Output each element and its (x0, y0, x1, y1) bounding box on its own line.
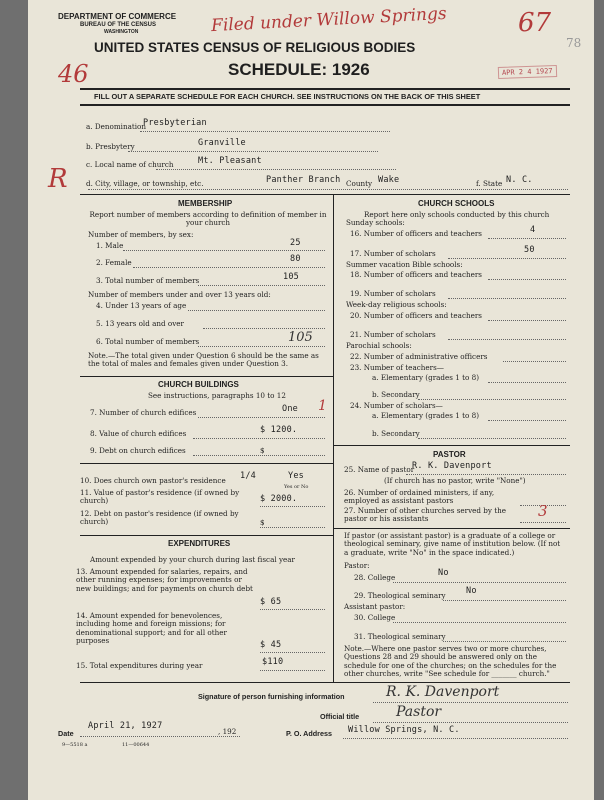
q5-label: 5. 13 years old and over (96, 319, 184, 328)
q12-label: 12. Debt on pastor's residence (if owned by church) (80, 509, 239, 527)
department-label: DEPARTMENT OF COMMERCE (58, 12, 177, 21)
expenditures-heading: EXPENDITURES (168, 539, 231, 548)
sunday-label: Sunday schools: (346, 218, 405, 227)
membership-intro: Report number of members according to definition of member in your church (89, 210, 327, 228)
q25-hint: (If church has no pastor, write "None") (384, 476, 526, 485)
q1-label: 1. Male (96, 241, 124, 250)
date-suffix: , 192 (218, 727, 237, 736)
parochial-label: Parochial schools: (346, 341, 412, 350)
membership-note: Note.—The total given under Question 6 should be the same as the total of males and females given under Question 3. (88, 351, 319, 369)
q17-value: 50 (524, 245, 535, 255)
q15-label: 15. Total expenditures during year (76, 661, 203, 670)
q7-value: One (282, 404, 298, 414)
q24a-label: a. Elementary (grades 1 to 8) (372, 411, 479, 420)
assistant-label: Assistant pastor: (344, 602, 406, 611)
q17-label: 17. Number of scholars (350, 249, 436, 258)
schools-intro: Report here only schools conducted by this church (364, 210, 550, 219)
local-name-label: c. Local name of church (86, 160, 174, 169)
q2-label: 2. Female (96, 258, 132, 267)
q13-label: 13. Amount expended for salaries, repairs, and other running expenses; for improvements or new buildings; and for payments on church debt (76, 567, 253, 593)
q23b-label: b. Secondary (372, 390, 420, 399)
summer-label: Summer vacation Bible schools: (346, 260, 463, 269)
city-label: WASHINGTON (104, 29, 139, 35)
form-number: 9—5518 a (62, 742, 88, 748)
q11-label: 11. Value of pastor's residence (if owned by church) (80, 488, 240, 506)
q10-yes: Yes (288, 471, 304, 481)
q6-value: 105 (288, 330, 313, 345)
membership-heading: MEMBERSHIP (178, 199, 233, 208)
buildings-sub: See instructions, paragraphs 10 to 12 (148, 391, 286, 400)
q8-label: 8. Value of church edifices (90, 429, 187, 438)
q29-value: No (466, 586, 477, 596)
q3-value: 105 (283, 272, 299, 282)
q27-label: 27. Number of other churches served by the pastor or his assistants (344, 506, 507, 524)
q6-label: 6. Total number of members (96, 337, 200, 346)
buildings-heading: CHURCH BUILDINGS (158, 380, 239, 389)
q3-label: 3. Total number of members (96, 276, 200, 285)
q1-value: 25 (290, 238, 301, 248)
corner-number: 67 (518, 8, 552, 38)
signature-label: Signature of person furnishing information (198, 692, 345, 701)
date-value: April 21, 1927 (88, 721, 163, 731)
pastor-heading: PASTOR (433, 450, 466, 459)
header-rule-top (80, 88, 570, 90)
local-name-value: Mt. Pleasant (198, 156, 262, 166)
q19-label: 19. Number of scholars (350, 289, 436, 298)
handwritten-number: 46 (58, 60, 89, 88)
schedule-title: SCHEDULE: 1926 (228, 60, 370, 79)
q27-value: 3 (538, 502, 548, 520)
column-divider (333, 194, 334, 682)
q15-value: $110 (262, 657, 284, 667)
q28-value: No (438, 568, 449, 578)
address-value: Willow Springs, N. C. (348, 725, 460, 735)
q28-label: 28. College (354, 573, 396, 582)
q9-label: 9. Debt on church edifices (90, 446, 186, 455)
age-label: Number of members under and over 13 years old: (88, 290, 271, 299)
q14-value: $ 45 (260, 640, 282, 650)
q20-label: 20. Number of officers and teachers (350, 311, 482, 320)
signature-value: R. K. Davenport (386, 684, 500, 700)
form-number-2: 11—00644 (122, 742, 150, 748)
title-label: Official title (320, 712, 360, 721)
q16-value: 4 (530, 225, 536, 235)
pastor-note: Note.—Where one pastor serves two or more churches, Questions 28 and 29 should be answered only on the schedule for one of the churches; on the schedules for the other churches, write "See schedule for _______ church." (344, 644, 557, 678)
city-label: d. City, village, or township, etc. (86, 179, 204, 188)
q25-label: 25. Name of pastor (344, 465, 415, 474)
q11-value: $ 2000. (260, 494, 298, 504)
county-value: Wake (378, 175, 400, 185)
q18-label: 18. Number of officers and teachers (350, 270, 482, 279)
q24-label: 24. Number of scholars— (350, 401, 443, 410)
header-rule-bottom (80, 104, 570, 106)
q7-mark: 1 (318, 398, 327, 414)
address-label: P. O. Address (286, 729, 332, 738)
title-value: Pastor (396, 704, 442, 720)
county-label: County (346, 179, 373, 188)
presbytery-value: Granville (198, 138, 246, 148)
q23a-label: a. Elementary (grades 1 to 8) (372, 373, 479, 382)
received-date-stamp: APR 2 4 1927 (498, 65, 557, 79)
state-value: N. C. (506, 175, 533, 185)
city-value: Panther Branch (266, 175, 341, 185)
q14-label: 14. Amount expended for benevolences, including home and foreign missions; for denominational support; and for all other purposes (76, 611, 227, 645)
instruction-line: FILL OUT A SEPARATE SCHEDULE FOR EACH CHURCH. SEE INSTRUCTIONS ON THE BACK OF THIS SHEET (94, 92, 481, 101)
q22-label: 22. Number of administrative officers (350, 352, 488, 361)
weekday-label: Week-day religious schools: (346, 300, 447, 309)
q29-label: 29. Theological seminary (354, 591, 446, 600)
corner-number-faint: 78 (566, 36, 582, 50)
q4-label: 4. Under 13 years of age (96, 301, 187, 310)
by-sex-label: Number of members, by sex: (88, 230, 194, 239)
q30-label: 30. College (354, 613, 396, 622)
q25-value: R. K. Davenport (412, 461, 492, 471)
q12-value: $ (260, 518, 265, 527)
denomination-value: Presbyterian (143, 118, 207, 128)
q2-value: 80 (290, 254, 301, 264)
q8-value: $ 1200. (260, 425, 298, 435)
q16-label: 16. Number of officers and teachers (350, 229, 482, 238)
q26-label: 26. Number of ordained ministers, if any, employed as assistant pastors (344, 488, 495, 506)
form-title: UNITED STATES CENSUS OF RELIGIOUS BODIES (94, 40, 416, 55)
denomination-label: a. Denomination (86, 122, 146, 131)
q13-value: $ 65 (260, 597, 282, 607)
expenditures-sub: Amount expended by your church during last fiscal year (90, 555, 295, 564)
state-label: f. State (476, 179, 503, 188)
pastor-label: Pastor: (344, 561, 370, 570)
q31-label: 31. Theological seminary (354, 632, 446, 641)
q10-label: 10. Does church own pastor's residence (80, 476, 226, 485)
q7-label: 7. Number of church edifices (90, 408, 197, 417)
q24b-label: b. Secondary (372, 429, 420, 438)
q10-value: 1/4 (240, 471, 256, 481)
filed-under-annotation: Filed under Willow Springs (210, 3, 448, 37)
college-intro: If pastor (or assistant pastor) is a graduate of a college or theological seminary, give name of institution below. (If not a graduate, write "No" in the space indicated.) (344, 531, 561, 557)
margin-mark: R (48, 164, 68, 194)
schools-heading: CHURCH SCHOOLS (418, 199, 495, 208)
date-label: Date (58, 729, 74, 738)
q9-value: $ (260, 446, 265, 455)
presbytery-label: b. Presbytery (86, 142, 135, 151)
census-schedule-page (28, 0, 594, 800)
q23-label: 23. Number of teachers— (350, 363, 444, 372)
q10-hint: Yes or No (284, 484, 309, 490)
q21-label: 21. Number of scholars (350, 330, 436, 339)
bureau-label: BUREAU OF THE CENSUS (80, 22, 157, 28)
